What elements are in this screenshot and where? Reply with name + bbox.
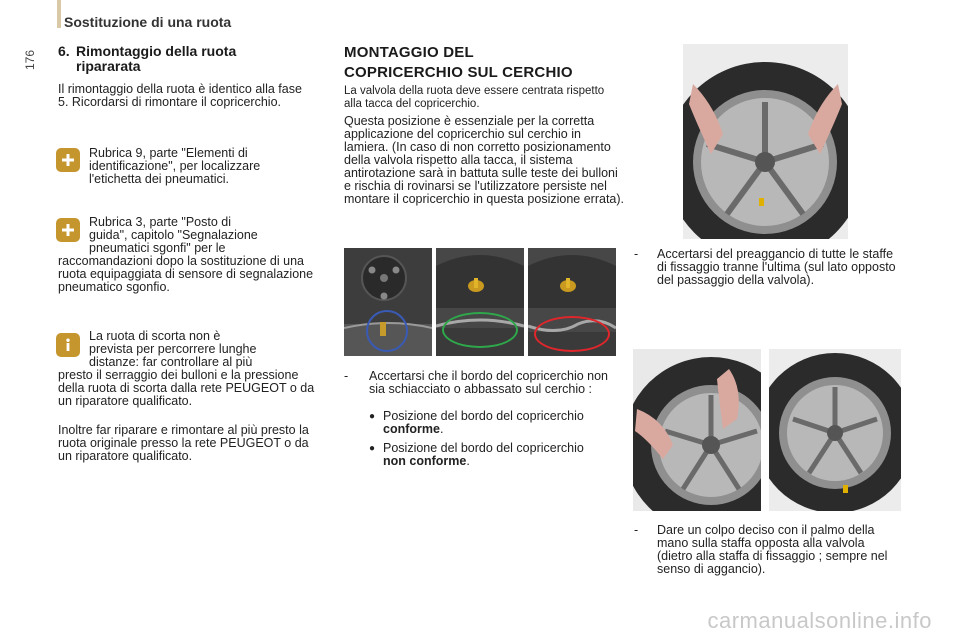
paragraph-riparazione: Inoltre far riparare e rimontare al più presto la ruota originale presso la rete PEUGEOT o da un riparatore qualificato.: [58, 423, 309, 463]
note3-line3: distanze: far controllare al più: [89, 355, 253, 369]
page-header-title: Sostituzione di una ruota: [64, 14, 232, 30]
dash-marker: -: [344, 369, 349, 383]
note-ruota-scorta-head: [89, 330, 319, 369]
check-edge-instruction: Accertarsi che il bordo del copricerchio non sia schiacciato o abbassato sul cerchio :: [369, 369, 609, 396]
photo-wheel-hands-bottom: [633, 349, 761, 511]
montaggio-paragraph: Questa posizione è essenziale per la corretta applicazione del copricerchio sul cerchio in lamiera. (In caso di non corretto posizionamento della valvola rispetto alla tacca, il sistema antirotazione sarà in battuta sulle teste dei bulloni e rischia di rovinarsi se l'utilizzatore persiste nel montare il copricerchio in questa posizione errata).: [344, 114, 624, 206]
bullet2-text: Posizione del bordo del copricerchio: [383, 441, 584, 455]
note2-line1: Rubrica 3, parte "Posto di: [89, 215, 232, 229]
note-segnalazione-body: raccomandazioni dopo la sostituzione di una ruota equipaggiata di sensore di segnalazione pneumatico sgonfio.: [58, 254, 314, 294]
note-segnalazione-head: [89, 216, 324, 255]
bullet1-bold: conforme: [383, 422, 440, 436]
note3-line1: La ruota di scorta non è: [89, 329, 221, 343]
note2-line2: guida", capitolo "Segnalazione: [89, 228, 258, 242]
heading-number: 6.: [58, 43, 70, 59]
note-elementi-identificazione: Rubrica 9, parte "Elementi di identificazione", per localizzare l'etichetta dei pneumatici.: [89, 146, 261, 186]
edge-position-list: [369, 410, 609, 468]
note2-line3: pneumatici sgonfi" per le: [89, 241, 226, 255]
blue-reference-ring: [366, 310, 408, 352]
red-non-conforme-ring: [534, 316, 610, 352]
plus-icon: [56, 148, 80, 172]
bullet-conforme: [369, 410, 609, 436]
colpo-deciso-instruction: Dare un colpo deciso con il palmo della mano sulla staffa opposta alla valvola (dietro alla staffa di fissaggio ; sempre nel senso di aggancio).: [657, 523, 888, 576]
montaggio-heading-line1: MONTAGGIO DEL: [344, 44, 474, 61]
info-icon: [56, 333, 80, 357]
photo-wheel-mounted: [769, 349, 901, 511]
intro-paragraph: Il rimontaggio della ruota è identico alla fase 5. Ricordarsi di rimontare il copricerchio.: [58, 82, 302, 109]
bullet1-text: Posizione del bordo del copricerchio: [383, 409, 584, 423]
header-accent-bar: [57, 0, 61, 28]
dash-marker: -: [634, 523, 639, 537]
green-conforme-ring: [442, 312, 518, 348]
section-heading-rimontaggio: [58, 44, 308, 74]
page-number-container: [18, 48, 42, 72]
note3-line2: prevista per percorrere lunghe: [89, 342, 257, 356]
page-number: 176: [23, 49, 37, 71]
bullet2-bold: non conforme: [383, 454, 467, 468]
plus-icon: [56, 218, 80, 242]
watermark: carmanualsonline.info: [707, 608, 932, 633]
bullet-non-conforme: [369, 442, 609, 468]
preaggancio-instruction: Accertarsi del preaggancio di tutte le staffe di fissaggio tranne l'ultima (sul lato opposto del passaggio della valvola).: [657, 247, 896, 287]
note-ruota-scorta-body: presto il serraggio dei bulloni e la pressione della ruota di scorta dalla rete PEUGEOT o da un riparatore qualificato.: [58, 368, 315, 408]
montaggio-subtitle: La valvola della ruota deve essere centrata rispetto alla tacca del copricerchio.: [344, 85, 605, 110]
section-heading-montaggio: [344, 43, 573, 83]
montaggio-heading-line2: COPRICERCHIO SUL CERCHIO: [344, 64, 573, 81]
bullet1-dot: .: [439, 422, 444, 436]
bullet2-dot: .: [466, 454, 470, 468]
photo-wheel-hands-top: [683, 44, 848, 239]
heading-line1: Rimontaggio della ruota: [76, 43, 237, 59]
dash-marker: -: [634, 247, 639, 261]
heading-line2: ripararata: [76, 58, 141, 74]
